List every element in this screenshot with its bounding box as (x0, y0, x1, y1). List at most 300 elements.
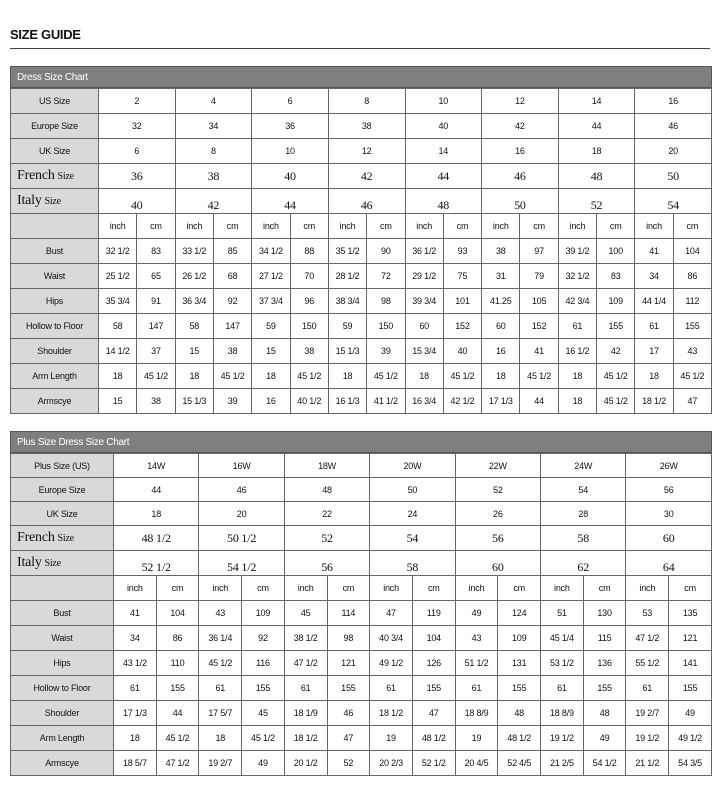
size-value: 20 (199, 502, 284, 526)
size-value: 20W (370, 454, 455, 478)
measurement-value: 18 5/7 (114, 751, 157, 776)
size-value: 32 (99, 114, 176, 139)
measurement-value: 21 1/2 (626, 751, 669, 776)
size-value: 60 (455, 551, 540, 576)
measurement-value: 53 (626, 601, 669, 626)
measurement-value: 51 (541, 601, 584, 626)
unit-header: cm (137, 214, 175, 239)
size-value: 60 (626, 526, 712, 551)
size-value: 52 (284, 526, 369, 551)
size-value: 30 (626, 502, 712, 526)
unit-header: inch (114, 576, 157, 601)
measurement-value: 43 1/2 (114, 651, 157, 676)
measurement-value: 41 (520, 339, 558, 364)
row-label: Bust (11, 239, 99, 264)
measurement-value: 21 2/5 (541, 751, 584, 776)
size-value: 58 (541, 526, 626, 551)
measurement-value: 19 (455, 726, 498, 751)
measurement-value: 18 8/9 (455, 701, 498, 726)
measurement-value: 19 (370, 726, 413, 751)
page-title: SIZE GUIDE (10, 27, 81, 42)
measurement-value: 38 1/2 (284, 626, 327, 651)
measurement-value: 32 1/2 (558, 264, 596, 289)
measurement-value: 126 (412, 651, 455, 676)
row-label-suffix: Size (44, 558, 61, 569)
size-value: 48 (558, 164, 635, 189)
measurement-row (11, 239, 712, 264)
measurement-value: 131 (498, 651, 541, 676)
unit-header: cm (367, 214, 405, 239)
measurement-value: 45 1/2 (443, 364, 481, 389)
measurement-value: 45 1/2 (137, 364, 175, 389)
unit-header: cm (669, 576, 712, 601)
measurement-value: 38 (213, 339, 251, 364)
size-value: 36 (252, 114, 329, 139)
measurement-value: 45 1/2 (156, 726, 199, 751)
measurement-value: 18 (482, 364, 520, 389)
size-value: 52 (558, 189, 635, 214)
measurement-value: 18 (175, 364, 213, 389)
unit-header: inch (175, 214, 213, 239)
measurement-value: 70 (290, 264, 328, 289)
measurement-value: 16 1/2 (558, 339, 596, 364)
row-label: Waist (11, 264, 99, 289)
measurement-value: 38 (482, 239, 520, 264)
unit-header: inch (455, 576, 498, 601)
measurement-value: 96 (290, 289, 328, 314)
measurement-value: 40 (443, 339, 481, 364)
unit-header: inch (558, 214, 596, 239)
measurement-row (11, 726, 712, 751)
size-value: 8 (175, 139, 252, 164)
measurement-value: 34 1/2 (252, 239, 290, 264)
size-value: 54 (541, 478, 626, 502)
measurement-value: 91 (137, 289, 175, 314)
measurement-value: 45 (284, 601, 327, 626)
measurement-value: 15 1/3 (175, 389, 213, 414)
measurement-value: 49 (583, 726, 626, 751)
measurement-row (11, 601, 712, 626)
unit-header: inch (541, 576, 584, 601)
size-value: 56 (626, 478, 712, 502)
measurement-value: 26 1/2 (175, 264, 213, 289)
measurement-value: 65 (137, 264, 175, 289)
measurement-value: 86 (156, 626, 199, 651)
row-label-suffix: Size (44, 196, 61, 207)
measurement-value: 83 (597, 264, 635, 289)
size-value: 18W (284, 454, 369, 478)
unit-header: cm (412, 576, 455, 601)
measurement-value: 60 (482, 314, 520, 339)
size-value: 10 (405, 89, 482, 114)
measurement-value: 72 (367, 264, 405, 289)
measurement-value: 19 1/2 (541, 726, 584, 751)
measurement-value: 155 (412, 676, 455, 701)
row-label: Europe Size (11, 478, 114, 502)
measurement-value: 110 (156, 651, 199, 676)
measurement-value: 104 (673, 239, 711, 264)
measurement-value: 18 1/2 (370, 701, 413, 726)
measurement-value: 61 (626, 676, 669, 701)
row-label: Plus Size (US) (11, 454, 114, 478)
measurement-value: 41 1/2 (367, 389, 405, 414)
measurement-value: 68 (213, 264, 251, 289)
measurement-value: 44 (520, 389, 558, 414)
size-value: 42 (175, 189, 252, 214)
size-value: 42 (482, 114, 559, 139)
size-value: 14 (405, 139, 482, 164)
measurement-value: 38 (290, 339, 328, 364)
size-value: 16 (635, 89, 712, 114)
measurement-value: 19 2/7 (199, 751, 242, 776)
measurement-value: 100 (597, 239, 635, 264)
size-value: 18 (558, 139, 635, 164)
size-value: 46 (199, 478, 284, 502)
measurement-value: 114 (327, 601, 370, 626)
size-value: 26W (626, 454, 712, 478)
measurement-value: 16 1/3 (328, 389, 366, 414)
measurement-value: 31 (482, 264, 520, 289)
measurement-value: 155 (583, 676, 626, 701)
size-value: 44 (405, 164, 482, 189)
measurement-value: 18 (252, 364, 290, 389)
measurement-value: 18 (99, 364, 137, 389)
measurement-value: 49 (455, 601, 498, 626)
measurement-row (11, 751, 712, 776)
measurement-value: 52 4/5 (498, 751, 541, 776)
unit-header: cm (156, 576, 199, 601)
measurement-value: 44 1/4 (635, 289, 673, 314)
unit-row (11, 576, 712, 601)
unit-header: cm (443, 214, 481, 239)
measurement-value: 25 1/2 (99, 264, 137, 289)
unit-header: cm (290, 214, 328, 239)
size-value: 34 (175, 114, 252, 139)
measurement-value: 41 (635, 239, 673, 264)
row-label-main: Italy (17, 555, 42, 570)
measurement-value: 18 (199, 726, 242, 751)
measurement-value: 44 (156, 701, 199, 726)
size-row (11, 526, 712, 551)
measurement-value: 141 (669, 651, 712, 676)
unit-header: inch (626, 576, 669, 601)
size-value: 58 (370, 551, 455, 576)
row-label: Waist (11, 626, 114, 651)
measurement-value: 152 (443, 314, 481, 339)
measurement-value: 98 (367, 289, 405, 314)
size-row (11, 454, 712, 478)
unit-header: inch (328, 214, 366, 239)
size-value: 4 (175, 89, 252, 114)
measurement-value: 45 1/4 (541, 626, 584, 651)
measurement-value: 42 1/2 (443, 389, 481, 414)
row-label: Europe Size (11, 114, 99, 139)
size-row (11, 478, 712, 502)
row-label-suffix: Size (57, 171, 74, 182)
row-label (11, 526, 114, 551)
measurement-value: 147 (137, 314, 175, 339)
size-row (11, 89, 712, 114)
title-divider (10, 48, 710, 49)
measurement-value: 45 1/2 (673, 364, 711, 389)
measurement-value: 52 (327, 751, 370, 776)
measurement-value: 47 (412, 701, 455, 726)
measurement-value: 47 (327, 726, 370, 751)
measurement-value: 46 (327, 701, 370, 726)
measurement-value: 18 (405, 364, 443, 389)
measurement-value: 15 (252, 339, 290, 364)
measurement-value: 49 (669, 701, 712, 726)
size-value: 8 (328, 89, 405, 114)
measurement-value: 45 1/2 (520, 364, 558, 389)
measurement-row (11, 289, 712, 314)
size-value: 62 (541, 551, 626, 576)
measurement-value: 59 (328, 314, 366, 339)
measurement-value: 116 (242, 651, 285, 676)
size-row (11, 551, 712, 576)
size-value: 24W (541, 454, 626, 478)
row-label-main: Italy (17, 193, 42, 208)
measurement-value: 17 (635, 339, 673, 364)
size-value: 56 (284, 551, 369, 576)
measurement-value: 29 1/2 (405, 264, 443, 289)
measurement-value: 58 (99, 314, 137, 339)
row-label: Bust (11, 601, 114, 626)
measurement-value: 17 5/7 (199, 701, 242, 726)
size-value: 20 (635, 139, 712, 164)
plus-chart-title: Plus Size Dress Size Chart (10, 431, 712, 453)
unit-header: cm (242, 576, 285, 601)
measurement-value: 86 (673, 264, 711, 289)
row-label: Armscye (11, 751, 114, 776)
measurement-value: 61 (370, 676, 413, 701)
measurement-value: 15 (175, 339, 213, 364)
size-value: 28 (541, 502, 626, 526)
unit-header: cm (583, 576, 626, 601)
size-value: 38 (328, 114, 405, 139)
measurement-value: 18 (558, 389, 596, 414)
measurement-value: 115 (583, 626, 626, 651)
measurement-value: 121 (327, 651, 370, 676)
row-label: Armscye (11, 389, 99, 414)
measurement-value: 16 3/4 (405, 389, 443, 414)
measurement-value: 45 1/2 (290, 364, 328, 389)
dress-chart-title: Dress Size Chart (10, 66, 712, 88)
size-value: 10 (252, 139, 329, 164)
measurement-value: 90 (367, 239, 405, 264)
unit-header: inch (482, 214, 520, 239)
measurement-value: 18 (114, 726, 157, 751)
size-row (11, 139, 712, 164)
size-value: 40 (252, 164, 329, 189)
measurement-value: 18 1/2 (284, 726, 327, 751)
size-value: 12 (482, 89, 559, 114)
measurement-value: 152 (520, 314, 558, 339)
measurement-row (11, 701, 712, 726)
measurement-value: 52 1/2 (412, 751, 455, 776)
measurement-value: 48 1/2 (498, 726, 541, 751)
size-row (11, 189, 712, 214)
size-row (11, 114, 712, 139)
measurement-value: 28 1/2 (328, 264, 366, 289)
measurement-value: 43 (673, 339, 711, 364)
row-label-main: French (17, 530, 55, 545)
measurement-value: 34 (114, 626, 157, 651)
unit-header: cm (327, 576, 370, 601)
measurement-value: 40 3/4 (370, 626, 413, 651)
measurement-value: 37 3/4 (252, 289, 290, 314)
measurement-value: 45 1/2 (597, 364, 635, 389)
measurement-value: 20 1/2 (284, 751, 327, 776)
measurement-value: 109 (242, 601, 285, 626)
measurement-value: 104 (412, 626, 455, 651)
size-value: 14W (114, 454, 199, 478)
measurement-value: 47 1/2 (156, 751, 199, 776)
measurement-value: 37 (137, 339, 175, 364)
measurement-value: 18 1/2 (635, 389, 673, 414)
measurement-row (11, 651, 712, 676)
measurement-value: 61 (114, 676, 157, 701)
size-value: 40 (405, 114, 482, 139)
measurement-value: 45 (242, 701, 285, 726)
unit-header: cm (498, 576, 541, 601)
size-value: 2 (99, 89, 176, 114)
measurement-value: 136 (583, 651, 626, 676)
measurement-value: 112 (673, 289, 711, 314)
measurement-value: 79 (520, 264, 558, 289)
unit-header: inch (99, 214, 137, 239)
measurement-value: 58 (175, 314, 213, 339)
measurement-value: 38 (137, 389, 175, 414)
unit-header: inch (252, 214, 290, 239)
size-value: 46 (635, 114, 712, 139)
size-value: 50 (370, 478, 455, 502)
row-label-main: French (17, 168, 55, 183)
measurement-row (11, 364, 712, 389)
measurement-value: 97 (520, 239, 558, 264)
measurement-value: 39 3/4 (405, 289, 443, 314)
measurement-value: 155 (597, 314, 635, 339)
measurement-value: 61 (455, 676, 498, 701)
unit-header: inch (370, 576, 413, 601)
measurement-value: 47 (370, 601, 413, 626)
unit-header: cm (213, 214, 251, 239)
measurement-value: 155 (673, 314, 711, 339)
size-row (11, 502, 712, 526)
measurement-value: 45 1/2 (199, 651, 242, 676)
size-value: 40 (99, 189, 176, 214)
measurement-value: 124 (498, 601, 541, 626)
size-value: 52 (455, 478, 540, 502)
measurement-value: 35 1/2 (328, 239, 366, 264)
measurement-value: 43 (199, 601, 242, 626)
measurement-value: 19 2/7 (626, 701, 669, 726)
measurement-value: 47 1/2 (626, 626, 669, 651)
measurement-value: 17 1/3 (114, 701, 157, 726)
row-label: Shoulder (11, 701, 114, 726)
size-value: 26 (455, 502, 540, 526)
measurement-value: 18 8/9 (541, 701, 584, 726)
measurement-value: 54 1/2 (583, 751, 626, 776)
measurement-value: 51 1/2 (455, 651, 498, 676)
measurement-value: 43 (455, 626, 498, 651)
size-value: 56 (455, 526, 540, 551)
measurement-value: 18 (635, 364, 673, 389)
size-value: 38 (175, 164, 252, 189)
size-value: 54 (370, 526, 455, 551)
measurement-value: 15 1/3 (328, 339, 366, 364)
size-value: 22 (284, 502, 369, 526)
measurement-value: 61 (635, 314, 673, 339)
size-value: 50 1/2 (199, 526, 284, 551)
row-label: Shoulder (11, 339, 99, 364)
measurement-value: 75 (443, 264, 481, 289)
measurement-value: 45 1/2 (213, 364, 251, 389)
row-label-suffix: Size (57, 533, 74, 544)
size-value: 6 (99, 139, 176, 164)
size-value: 54 1/2 (199, 551, 284, 576)
measurement-value: 42 (597, 339, 635, 364)
measurement-value: 15 (99, 389, 137, 414)
size-value: 14 (558, 89, 635, 114)
measurement-value: 104 (156, 601, 199, 626)
measurement-value: 47 1/2 (284, 651, 327, 676)
row-label: Arm Length (11, 364, 99, 389)
measurement-value: 36 1/2 (405, 239, 443, 264)
row-label: UK Size (11, 139, 99, 164)
measurement-value: 88 (290, 239, 328, 264)
measurement-value: 18 (558, 364, 596, 389)
measurement-value: 59 (252, 314, 290, 339)
measurement-value: 48 (498, 701, 541, 726)
size-value: 54 (635, 189, 712, 214)
row-label: Hips (11, 651, 114, 676)
size-value: 44 (558, 114, 635, 139)
measurement-value: 16 (482, 339, 520, 364)
measurement-value: 47 (673, 389, 711, 414)
measurement-value: 27 1/2 (252, 264, 290, 289)
row-label (11, 189, 99, 214)
size-value: 36 (99, 164, 176, 189)
measurement-value: 53 1/2 (541, 651, 584, 676)
row-label: US Size (11, 89, 99, 114)
measurement-value: 39 (213, 389, 251, 414)
size-value: 52 1/2 (114, 551, 199, 576)
size-value: 48 1/2 (114, 526, 199, 551)
measurement-value: 33 1/2 (175, 239, 213, 264)
unit-header: inch (405, 214, 443, 239)
measurement-value: 119 (412, 601, 455, 626)
measurement-value: 41 (114, 601, 157, 626)
measurement-value: 54 3/5 (669, 751, 712, 776)
size-value: 44 (252, 189, 329, 214)
row-label: Hollow to Floor (11, 676, 114, 701)
measurement-value: 20 2/3 (370, 751, 413, 776)
size-value: 46 (328, 189, 405, 214)
measurement-row (11, 389, 712, 414)
measurement-row (11, 314, 712, 339)
row-label: Arm Length (11, 726, 114, 751)
measurement-value: 40 1/2 (290, 389, 328, 414)
measurement-value: 14 1/2 (99, 339, 137, 364)
unit-row (11, 214, 712, 239)
measurement-value: 98 (327, 626, 370, 651)
size-value: 50 (482, 189, 559, 214)
row-label: Hips (11, 289, 99, 314)
size-value: 42 (328, 164, 405, 189)
measurement-value: 60 (405, 314, 443, 339)
measurement-value: 15 3/4 (405, 339, 443, 364)
